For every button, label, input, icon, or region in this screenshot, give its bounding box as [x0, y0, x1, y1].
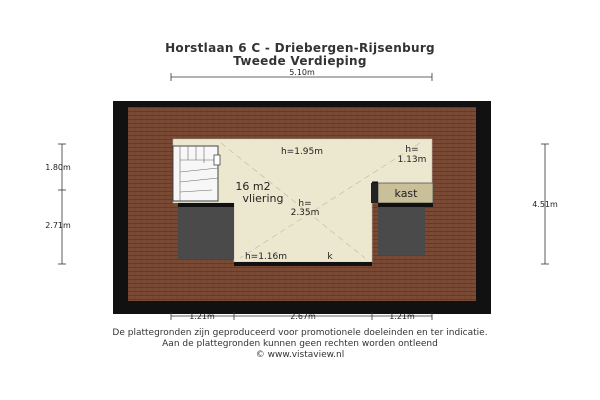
height-bottom: h=1.16m	[244, 252, 288, 262]
copyright-line: © www.vistaview.nl	[255, 350, 345, 360]
height-right-a: h=	[405, 145, 419, 155]
dim-left-lower: 2.71m	[45, 221, 71, 230]
dim-bottom-middle: 2.67m	[290, 312, 316, 321]
inner-wall-bottom	[234, 262, 372, 266]
left-dimension	[58, 144, 66, 264]
dim-right-height: 4.51m	[532, 200, 558, 209]
height-top: h=1.95m	[280, 147, 324, 157]
dim-left-upper: 1.80m	[45, 163, 71, 172]
disclaimer-line-2: Aan de plattegronden kunnen geen rechten worden ontleend	[162, 339, 438, 349]
plan-title: Horstlaan 6 C - Driebergen-Rijsenburg	[165, 41, 435, 55]
stair	[173, 146, 220, 201]
kast-label: kast	[394, 187, 418, 200]
height-right-b: 1.13m	[397, 155, 427, 165]
room-area: 16 m2	[235, 180, 271, 193]
floor-subtitle: Tweede Verdieping	[233, 54, 367, 68]
kast-wall	[371, 183, 378, 203]
top-dimension	[171, 68, 432, 81]
height-center-a: h=	[298, 199, 312, 209]
dark-block-left	[178, 203, 234, 259]
disclaimer-line-1: De plattegronden zijn geproduceerd voor promotionele doeleinden en ter indicatie.	[112, 328, 488, 338]
dim-bottom-left: 1.21m	[189, 312, 215, 321]
dim-top-width: 5.10m	[289, 68, 315, 77]
height-center-b: 2.35m	[290, 208, 320, 218]
dark-block-right	[378, 207, 425, 255]
k-label: k	[327, 252, 333, 262]
room-name: vliering	[242, 192, 284, 205]
dim-bottom-right: 1.21m	[389, 312, 415, 321]
